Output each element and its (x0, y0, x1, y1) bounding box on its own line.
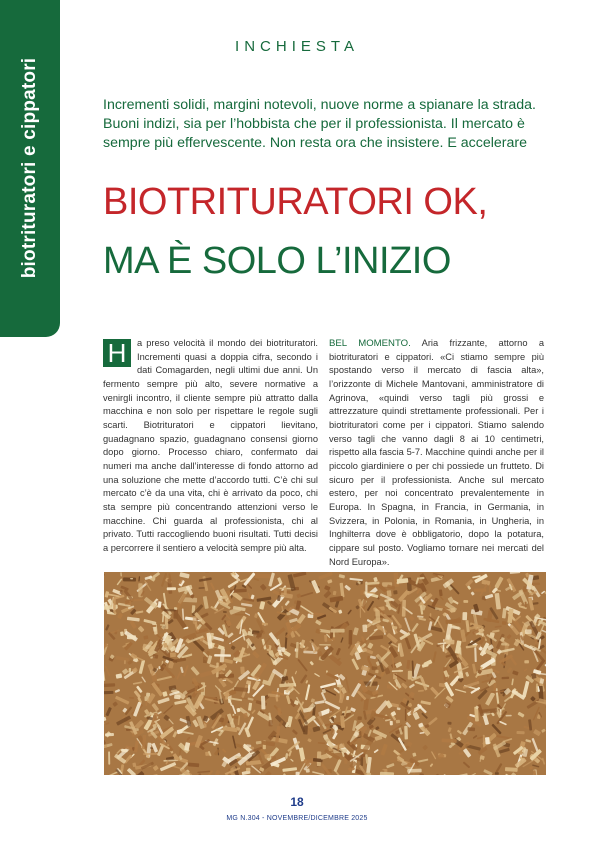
side-tab-label: biotrituratori e cippatori (19, 57, 40, 279)
intro-text: Incrementi solidi, margini notevoli, nuove norme a spianare la strada. Buoni indizi, sia per l’hobbista che per il professionista. Il mercato è sempre più effervescente. Non resta ora che insistere. E accelerare (103, 97, 536, 151)
drop-cap: H (103, 339, 131, 367)
page-number: 18 (290, 795, 304, 809)
section-label: INCHIESTA (235, 38, 359, 55)
paragraph-lead-in: BEL MOMENTO. (329, 338, 411, 349)
article-column-1-text: a preso velocità il mondo dei biotrituratori. Incrementi quasi a doppia cifra, secondo i dati Comagarden, negli ultimi due anni. Un fermento sempre più alto, severe normative a venirgli incontro, il cliente sempre più attratto dalla macchina e non solo per rispettare le regole sugli scarti. Biotrituratori e cippatori lievitano, guadagnano spazio, guadagnano consensi giorno dopo giorno. Processo chiaro, confermato dai numeri ma anche dall’interesse di fondo attorno ad una soluzione che mette d’accordo tutti. C’è chi sul mercato c’è da una vita, chi è arrivato da poco, chi sta sempre più concentrando attenzioni verso le macchine. Chi guarda al professionista, chi al privato. Tutti raccogliendo buoni risultati. Tutti decisi a percorrere il sentiero a velocità sempre più alta. (103, 338, 318, 553)
footer-issue: MG N.304 - NOVEMBRE/DICEMBRE 2025 (226, 815, 368, 822)
headline-line-1: BIOTRITURATORI OK, (103, 181, 488, 223)
article-column-2-text: Aria frizzante, attorno a biotrituratori e cippatori. «Ci stiamo sempre più spostando verso il mercato di fascia alta», l’orizzonte di Michele Mantovani, amministratore di Agrinova, «quindi verso tagli più grossi e attrezzature quindi strettamente professionali. Per i biotrituratori come per i cippatori. Stiamo salendo verso tagli che vanno dagli 8 ai 10 centimetri, rispetto alla fascia 5-7. Macchine quindi anche per il piccolo giardiniere o per chi possiede un frutteto. Di sicuro per il professionista. Anche sul mercato estero, per noi concentrato prevalentemente in Europa. In Spagna, in Francia, in Germania, in Svizzera, in Polonia, in Romania, in Ungheria, in Inghilterra dove è obbligatorio, dopo la potatura, cippare sul posto. Vogliamo tornare nei mercati del Nord Europa». (329, 338, 545, 567)
article-column-2 (329, 337, 544, 569)
wood-chips-photo (104, 572, 546, 775)
headline-line-2: MA È SOLO L’INIZIO (103, 240, 451, 282)
article-column-1 (103, 337, 318, 556)
